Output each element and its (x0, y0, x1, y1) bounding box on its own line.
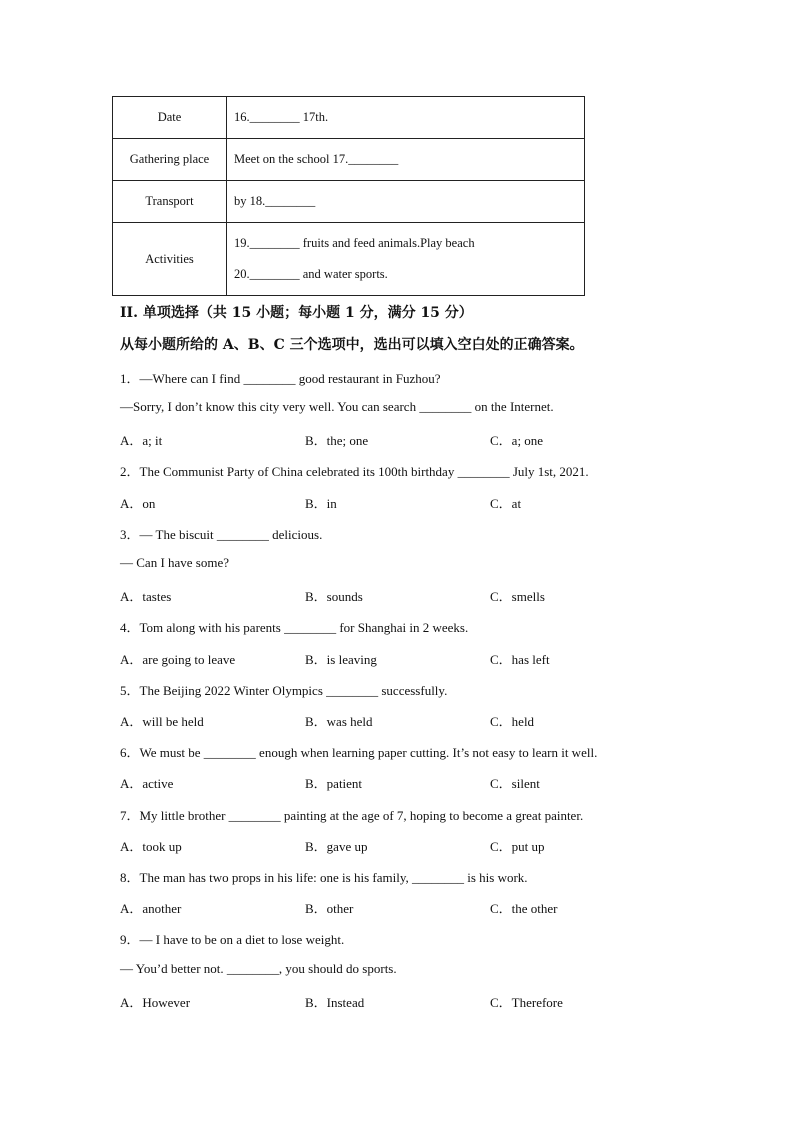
question-8-line-1: 8．The man has two props in his life: one is his family, ________ is his work. (120, 870, 528, 885)
activity-line-1: 19.________ fruits and feed animals.Play beach (234, 236, 475, 250)
row-value-transport: by 18.________ (227, 181, 585, 223)
question-9-line-1: 9．— I have to be on a diet to lose weight. (120, 932, 345, 947)
row-label-gathering-place: Gathering place (113, 139, 227, 181)
question-8-option-c: C．the other (490, 901, 558, 916)
question-8-option-b: B．other (305, 901, 354, 916)
question-3-option-c: C．smells (490, 589, 545, 604)
question-7-line-1: 7．My little brother ________ painting at the age of 7, hoping to become a great painter. (120, 808, 584, 823)
table-row (113, 181, 585, 223)
section-instruction: 从每小题所给的 A、B、C 三个选项中，选出可以填入空白处的正确答案。 (120, 337, 584, 353)
question-9-option-c: C．Therefore (490, 995, 563, 1010)
question-8-option-a: A．another (120, 901, 182, 916)
question-7-option-a: A．took up (120, 839, 182, 854)
question-5-line-1: 5．The Beijing 2022 Winter Olympics ________ successfully. (120, 683, 448, 698)
row-label-transport: Transport (113, 181, 227, 223)
question-6-option-a: A．active (120, 776, 174, 791)
question-1-line-2: —Sorry, I don’t know this city very well. You can search ________ on the Internet. (120, 399, 554, 414)
question-5-option-c: C．held (490, 714, 535, 729)
question-5-option-a: A．will be held (120, 714, 204, 729)
section-title: II. 单项选择（共 15 小题；每小题 1 分，满分 15 分） (120, 305, 473, 321)
question-5-option-b: B．was held (305, 714, 373, 729)
question-9-option-b: B．Instead (305, 995, 365, 1010)
question-3-option-a: A．tastes (120, 589, 172, 604)
row-value-date: 16.________ 17th. (227, 97, 585, 139)
question-6-option-b: B．patient (305, 776, 363, 791)
table-row (113, 223, 585, 296)
question-4-option-b: B．is leaving (305, 652, 377, 667)
row-label-date: Date (113, 97, 227, 139)
question-7-option-b: B．gave up (305, 839, 368, 854)
question-3-line-1: 3．— The biscuit ________ delicious. (120, 527, 323, 542)
question-2-line-1: 2．The Communist Party of China celebrated its 100th birthday ________ July 1st, 2021. (120, 464, 589, 479)
question-1-option-c: C．a; one (490, 433, 544, 448)
activity-line-2: 20.________ and water sports. (234, 267, 388, 281)
question-4-option-c: C．has left (490, 652, 550, 667)
question-4-option-a: A．are going to leave (120, 652, 236, 667)
question-2-option-b: B．in (305, 496, 337, 511)
question-9-line-2: — You’d better not. ________, you should do sports. (120, 961, 397, 976)
question-3-option-b: B．sounds (305, 589, 363, 604)
table-row (113, 139, 585, 181)
row-value-activities (227, 223, 585, 296)
question-6-option-c: C．silent (490, 776, 540, 791)
question-3-line-2: — Can I have some? (120, 555, 230, 570)
row-value-gathering-place: Meet on the school 17.________ (227, 139, 585, 181)
question-9-option-a: A．However (120, 995, 191, 1010)
question-1-option-b: B．the; one (305, 433, 369, 448)
question-2-option-c: C．at (490, 496, 522, 511)
question-1-line-1: 1．—Where can I find ________ good restaurant in Fuzhou? (120, 371, 441, 386)
question-1-option-a: A．a; it (120, 433, 163, 448)
question-7-option-c: C．put up (490, 839, 545, 854)
info-table (112, 96, 585, 296)
question-4-line-1: 4．Tom along with his parents ________ for Shanghai in 2 weeks. (120, 620, 469, 635)
question-2-option-a: A．on (120, 496, 156, 511)
table-row (113, 97, 585, 139)
question-6-line-1: 6．We must be ________ enough when learning paper cutting. It’s not easy to learn it well. (120, 745, 598, 760)
row-label-activities: Activities (113, 223, 227, 296)
